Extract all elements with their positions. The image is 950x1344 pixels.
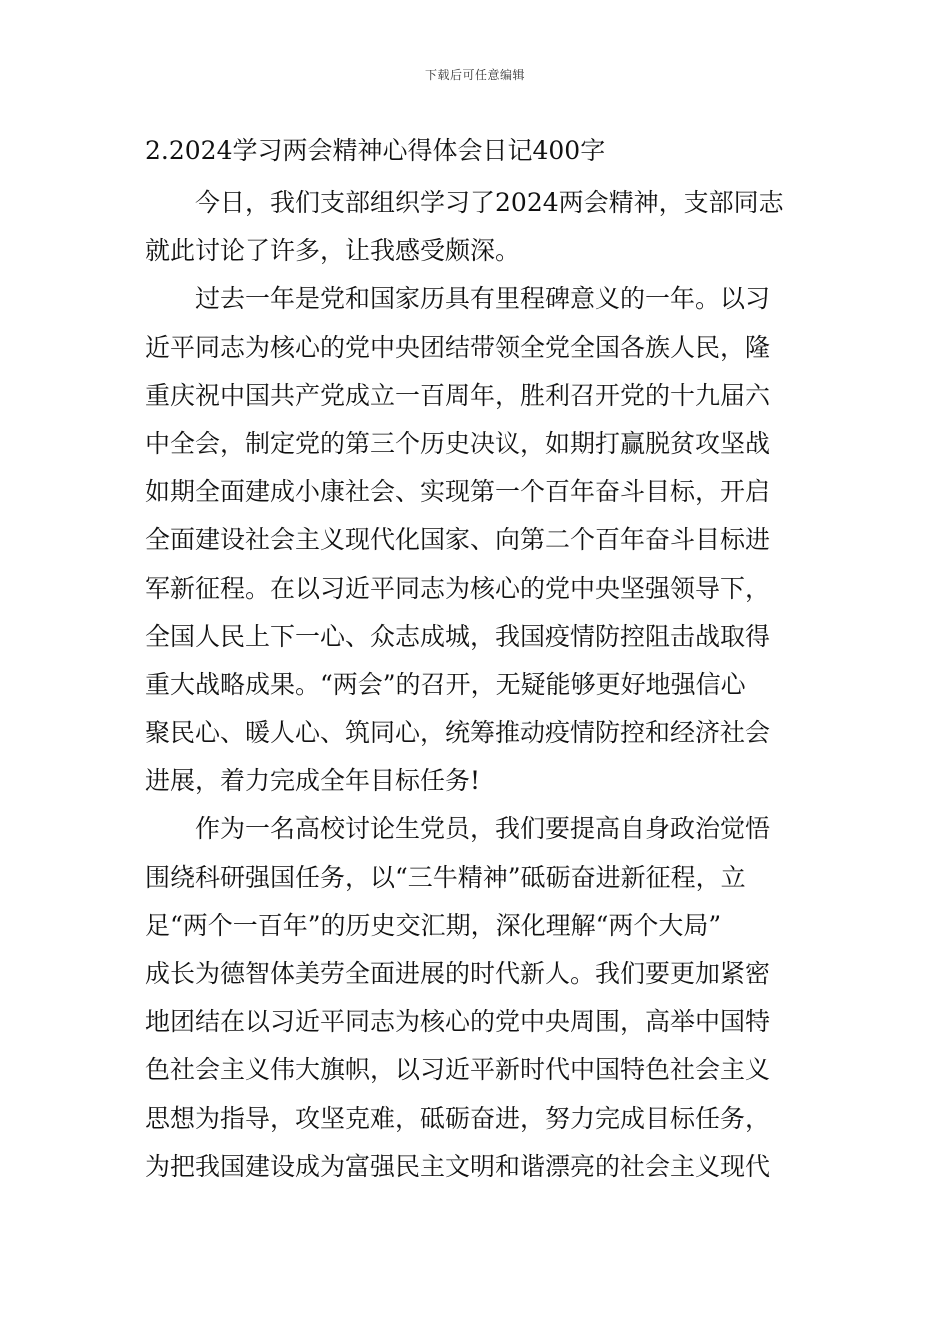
text-line: 如期全面建成小康社会、实现第一个百年奋斗目标，开启 xyxy=(145,477,771,507)
text-line: 重庆祝中国共产党成立一百周年，胜利召开党的十九届六 xyxy=(145,380,771,410)
text-line: 围绕科研强国任务，以“三牛精神”砥砺奋进新征程，立 xyxy=(145,862,746,892)
document-title: 2.2024学习两会精神心得体会日记400字 xyxy=(145,136,606,165)
text-line: 全国人民上下一心、众志成城，我国疫情防控阻击战取得 xyxy=(145,621,771,651)
text-line: 足“两个一百年”的历史交汇期，深化理解“两个大局” xyxy=(145,910,722,940)
text-line: 地团结在以习近平同志为核心的党中央周围，高举中国特 xyxy=(145,1007,771,1037)
text-line: 作为一名高校讨论生党员，我们要提高自身政治觉悟 xyxy=(195,814,771,844)
header-note: 下载后可任意编辑 xyxy=(424,68,525,82)
text-line: 思想为指导，攻坚克难，砥砺奋进，努力完成目标任务， xyxy=(145,1103,771,1133)
text-line: 过去一年是党和国家历具有里程碑意义的一年。以习 xyxy=(195,284,771,314)
text-line: 近平同志为核心的党中央团结带领全党全国各族人民，隆 xyxy=(145,332,771,362)
text-line: 就此讨论了许多，让我感受颇深。 xyxy=(145,236,521,266)
text-line: 今日，我们支部组织学习了2024两会精神，支部同志 xyxy=(195,188,784,217)
text-line: 进展，着力完成全年目标任务! xyxy=(145,766,481,796)
text-line: 色社会主义伟大旗帜，以习近平新时代中国特色社会主义 xyxy=(145,1055,771,1085)
text-line: 成长为德智体美劳全面进展的时代新人。我们要更加紧密 xyxy=(145,959,771,988)
document-body xyxy=(145,179,815,1191)
text-line: 全面建设社会主义现代化国家、向第二个百年奋斗目标进 xyxy=(145,525,771,555)
text-line: 中全会，制定党的第三个历史决议，如期打赢脱贫攻坚战 xyxy=(145,428,771,458)
text-line: 重大战略成果。“两会”的召开，无疑能够更好地强信心 xyxy=(145,669,746,699)
text-line: 军新征程。在以习近平同志为核心的党中央坚强领导下， xyxy=(145,573,771,603)
text-line: 为把我国建设成为富强民主文明和谐漂亮的社会主义现代 xyxy=(145,1151,771,1181)
text-line: 聚民心、暖人心、筑同心，统筹推动疫情防控和经济社会 xyxy=(145,718,771,748)
